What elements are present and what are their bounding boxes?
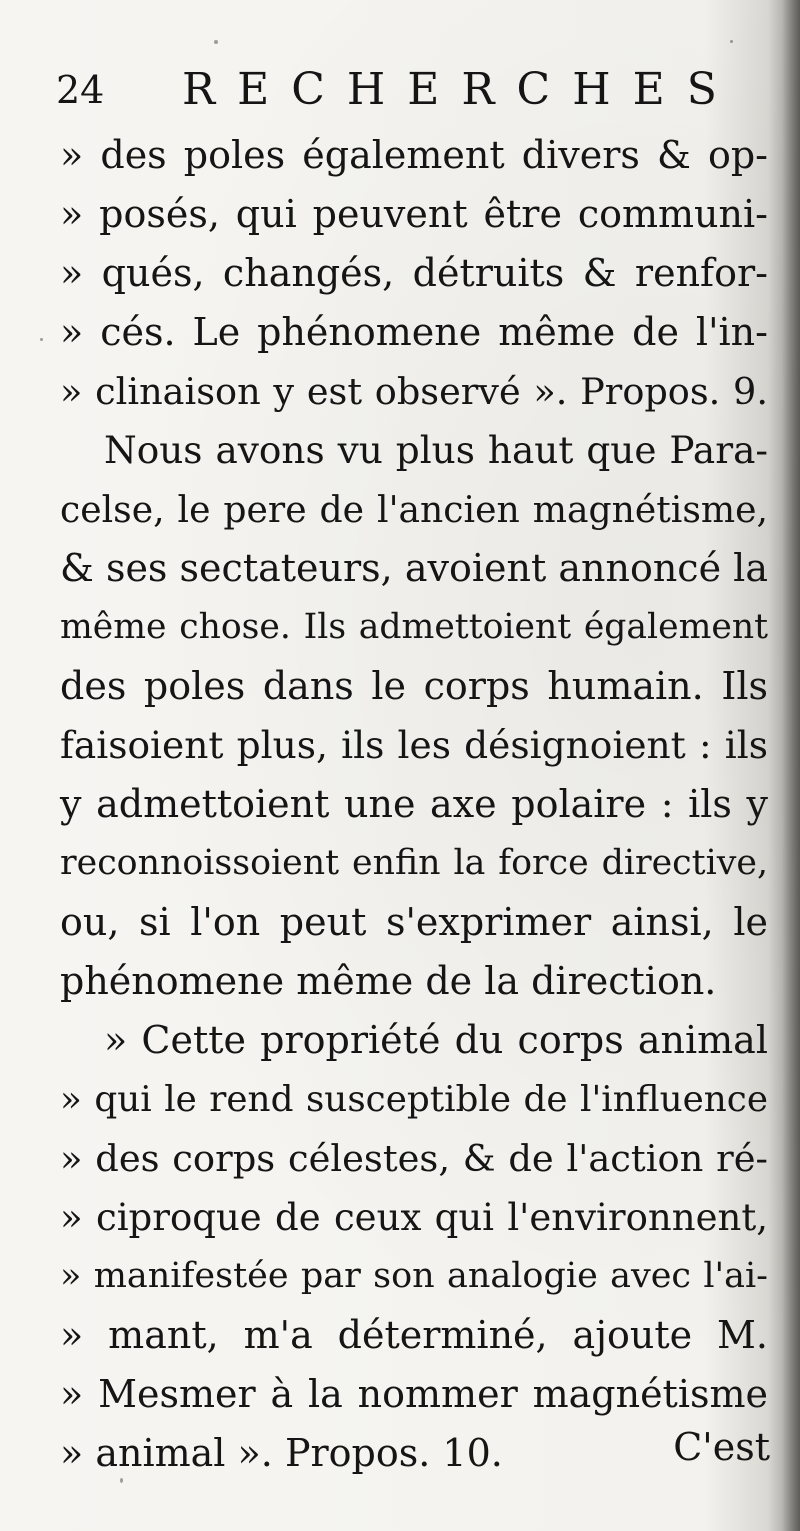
page-edge-shadow: [782, 0, 800, 1531]
print-speck: [40, 338, 43, 341]
text-line: » des corps célestes, & de l'action ré-: [60, 1137, 768, 1180]
text-line: » Cette propriété du corps animal: [104, 1018, 768, 1062]
page-number: 24: [56, 68, 105, 112]
catchword: C'est: [673, 1425, 770, 1469]
running-title: RECHERCHES: [182, 64, 739, 115]
text-line: » qués, changés, détruits & renfor-: [60, 251, 768, 295]
text-line: reconnoissoient enfin la force directive,: [60, 843, 768, 883]
text-line: faisoient plus, ils les désignoient : ils: [60, 723, 768, 767]
text-line: » clinaison y est observé ». Propos. 9.: [60, 370, 768, 413]
text-line: & ses sectateurs, avoient annoncé la: [60, 546, 768, 590]
text-line: » qui le rend susceptible de l'influence: [60, 1079, 768, 1120]
text-line: » ciproque de ceux qui l'environnent,: [60, 1196, 768, 1239]
text-line: » manifestée par son analogie avec l'ai-: [60, 1256, 768, 1296]
print-speck: [214, 40, 218, 44]
print-speck: [730, 40, 733, 43]
text-line: » posés, qui peuvent être communi-: [60, 192, 768, 236]
text-line: » animal ». Propos. 10.: [60, 1431, 503, 1475]
text-line: même chose. Ils admettoient également: [60, 607, 768, 647]
text-line: Nous avons vu plus haut que Para-: [104, 428, 768, 472]
page-header: [56, 64, 739, 116]
text-line: celse, le pere de l'ancien magnétisme,: [60, 488, 768, 531]
text-line: » cés. Le phénomene même de l'in-: [60, 310, 768, 354]
text-line: ou, si l'on peut s'exprimer ainsi, le: [60, 900, 768, 944]
text-line: des poles dans le corps humain. Ils: [60, 664, 768, 708]
text-line: » des poles également divers & op-: [60, 133, 768, 177]
print-speck: [120, 1478, 123, 1483]
text-line: phénomene même de la direction.: [60, 959, 717, 1003]
text-line: » Mesmer à la nommer magnétisme: [60, 1372, 768, 1416]
text-line: » mant, m'a déterminé, ajoute M.: [60, 1313, 768, 1357]
body-text: [60, 126, 768, 1483]
text-line: y admettoient une axe polaire : ils y: [60, 782, 768, 826]
